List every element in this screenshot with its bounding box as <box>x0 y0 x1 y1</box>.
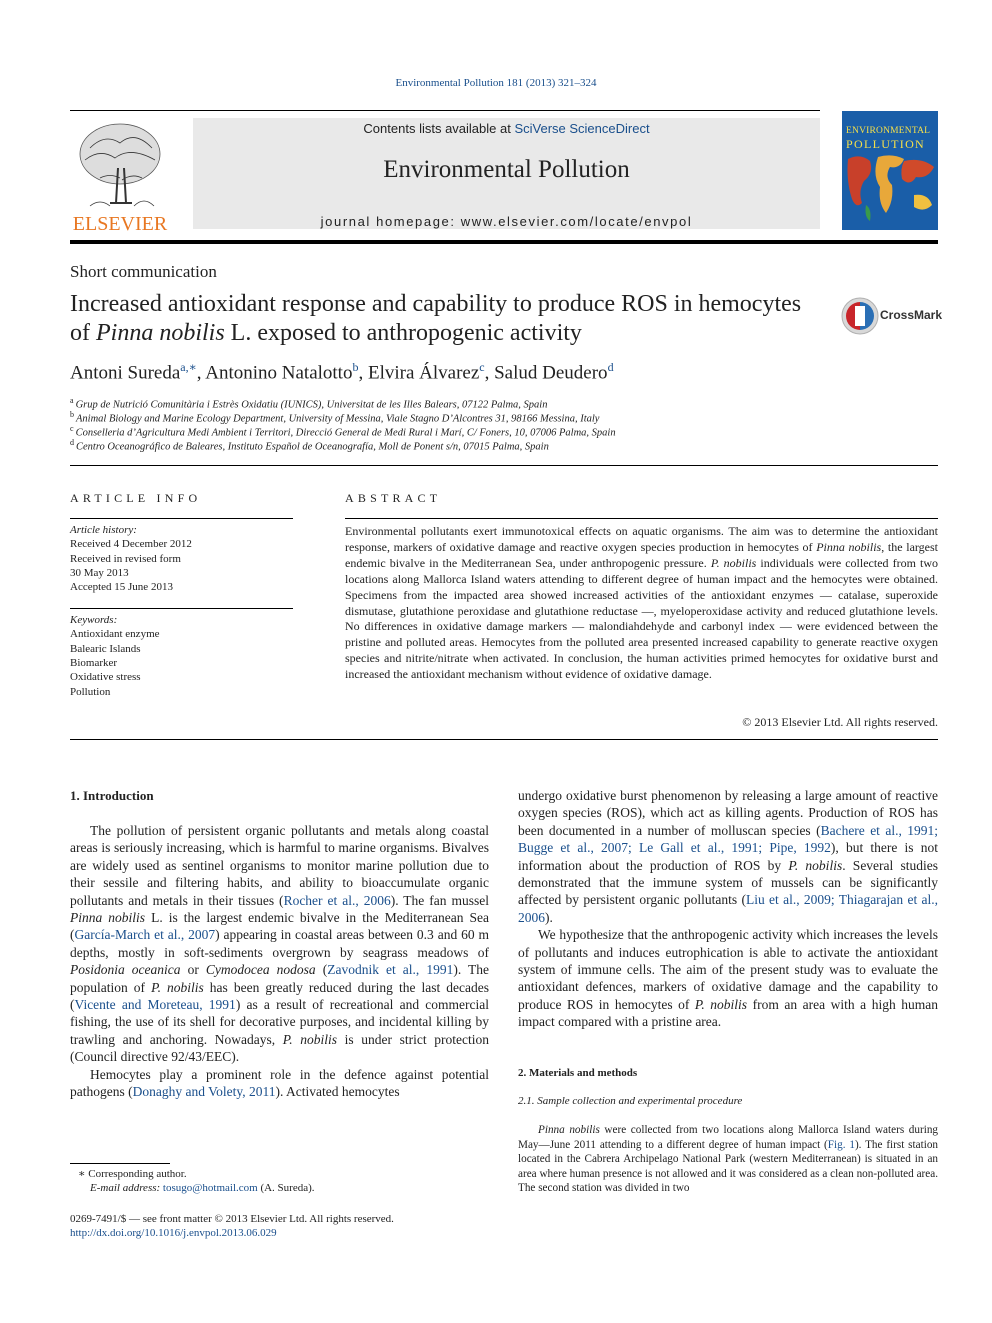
keyword: Biomarker <box>70 657 118 669</box>
paragraph: Hemocytes play a prominent role in the defence against potential pathogens (Donaghy and Volety, 2011). Activated hemocytes <box>70 1066 489 1100</box>
header-rule <box>70 110 820 111</box>
history-item: 30 May 2013 <box>70 567 129 579</box>
abstract-bottom-rule <box>70 739 938 740</box>
affiliation <box>70 410 599 425</box>
copyright-notice: © 2013 Elsevier Ltd. All rights reserved. <box>742 715 938 729</box>
citation-link[interactable]: García-March et al., 2007 <box>74 927 216 943</box>
methods-text <box>518 1123 938 1196</box>
paragraph: We hypothesize that the anthropogenic activity which increases the levels of pollutants and induces eutrophication is able to activate the antioxidant system of immune cells. The aim of the present study was to evaluate the antioxidant defences, markers of oxidative damage and the capability to produce ROS in hemocytes of P. nobilis from an area with a high human impact compared with a pristine area. <box>518 927 938 1030</box>
tree-icon <box>70 118 170 210</box>
elsevier-tree-logo <box>70 118 170 233</box>
history-item: Received 4 December 2012 <box>70 538 192 550</box>
section-heading-introduction: 1. Introduction <box>70 788 154 803</box>
article-info-rule <box>70 518 293 519</box>
abstract-text <box>345 524 938 683</box>
author-affiliation-marker[interactable]: c <box>479 360 485 374</box>
citation-link[interactable]: Rocher et al., 2006 <box>283 892 391 908</box>
author-affiliation-marker[interactable]: d <box>607 360 614 374</box>
citation-link[interactable]: Vicente and Moreteau, 1991 <box>74 997 236 1013</box>
species-name: P. nobilis <box>710 555 757 570</box>
author-name[interactable]: Elvira Álvarez <box>367 362 480 384</box>
history-item: Received in revised form <box>70 553 181 565</box>
crossmark-label[interactable]: CrossMark <box>880 308 943 322</box>
world-map-icon <box>842 151 938 230</box>
author-affiliation-marker[interactable]: b <box>352 360 359 374</box>
affiliation <box>70 396 547 411</box>
journal-homepage[interactable]: journal homepage: www.elsevier.com/locate/envpol <box>320 214 693 229</box>
email-link[interactable]: tosugo@hotmail.com <box>162 1182 258 1194</box>
title-part2: L. exposed to anthropogenic activity <box>224 320 582 346</box>
keywords-rule <box>70 608 293 609</box>
intro-right-column <box>518 787 938 1031</box>
elsevier-wordmark: ELSEVIER <box>72 213 168 233</box>
affiliation <box>70 438 549 453</box>
section-heading-methods: 2. Materials and methods <box>518 1067 638 1079</box>
issn-line: 0269-7491/$ — see front matter © 2013 Elsevier Ltd. All rights reserved. <box>70 1213 394 1225</box>
title-species: Pinna nobilis <box>96 320 225 346</box>
cover-title-line2: POLLUTION <box>846 137 926 151</box>
article-info-heading: ARTICLE INFO <box>70 491 202 505</box>
keyword: Antioxidant enzyme <box>70 628 160 640</box>
sciencedirect-link[interactable]: SciVerse ScienceDirect <box>514 121 650 136</box>
abstract-rule <box>345 518 938 519</box>
abstract-sentence: Environmental pollutants exert immunotoxical effects on aquatic organisms. The aim was to determine the antioxidant response, markers of oxidative damage and reactive oxygen species production in hemocytes of <box>345 524 938 554</box>
subsection-heading: 2.1. Sample collection and experimental procedure <box>518 1095 743 1107</box>
affiliation-marker: c <box>70 424 74 433</box>
species-name: Pinna nobilis <box>816 539 882 554</box>
abstract-heading: ABSTRACT <box>345 491 442 505</box>
title-part1: Increased antioxidant response and capability to produce ROS in hemocytes of <box>70 291 802 346</box>
affiliation-marker: b <box>70 410 74 419</box>
article-title <box>70 290 810 348</box>
keyword: Balearic Islands <box>70 643 141 655</box>
doi-link[interactable]: http://dx.doi.org/10.1016/j.envpol.2013.06.029 <box>70 1227 277 1239</box>
keyword: Oxidative stress <box>70 671 141 683</box>
corresponding-author-note: ∗ Corresponding author. <box>78 1168 187 1180</box>
author-name[interactable]: Antoni Sureda <box>70 362 181 384</box>
citation-link[interactable]: Donaghy and Volety, 2011 <box>132 1084 276 1100</box>
affiliation-text: Centro Oceanográfico de Baleares, Instituto Español de Oceanografía, Moll de Ponent s/n, 07015 Palma, Spain <box>76 441 549 453</box>
figure-link[interactable]: Fig. 1 <box>827 1138 855 1151</box>
citation-link[interactable]: Zavodnik et al., 1991 <box>327 962 454 978</box>
affiliation-rule <box>70 465 938 466</box>
paragraph: The pollution of persistent organic pollutants and metals along coastal areas is seriously increasing, which is harmful to marine organisms. Bivalves are widely used as sentinel organisms to monitor marine pollution due to their sessile and filtering habits, and ability to bioaccumulate organic pollutants and metals in their tissues (Rocher et al., 2006). The fan mussel Pinna nobilis L. is the largest endemic bivalve in the Mediterranean Sea (García-March et al., 2007) appearing in coastal areas between 0.3 and 60 m depths, mostly in soft-sediments overgrown by seagrass meadows of Posidonia oceanica or Cymodocea nodosa (Zavodnik et al., 1991). The population of P. nobilis has been greatly reduced during the last decades (Vicente and Moreteau, 1991) as a result of recreational and commercial fishing, the use of its shell for decorative purposes, and incidental killing by trawling and anchoring. Nowadays, P. nobilis is under strict protection (Council directive 92/43/EEC). <box>70 823 490 1065</box>
keywords-label: Keywords: <box>70 614 118 626</box>
author-name[interactable]: Salud Deudero <box>494 362 608 384</box>
citation-link[interactable]: Liu et al., 2009; Thiagarajan et al., 2006 <box>518 892 939 925</box>
article-type: Short communication <box>70 262 217 281</box>
affiliation-text: Conselleria d’Agricultura Medi Ambient i Territori, Direcció General de Medi Rural i Marí, C/ Foners, 10, 07006 Palma, Spain <box>75 427 616 439</box>
affiliation-marker: d <box>70 438 74 447</box>
affiliation-text: Animal Biology and Marine Ecology Department, University of Messina, Viale Stagno D’Alcontres 31, 98166 Messina, Italy <box>76 413 600 425</box>
crossmark-icon[interactable] <box>840 296 880 336</box>
journal-reference[interactable]: Environmental Pollution 181 (2013) 321–324 <box>395 77 597 89</box>
affiliation-marker: a <box>70 396 74 405</box>
citation-link[interactable]: Bachere et al., 1991; Bugge et al., 2007; Le Gall et al., 1991; Pipe, 1992 <box>518 822 938 856</box>
header-thick-rule <box>70 240 938 244</box>
contents-prefix: Contents lists available at <box>363 121 515 136</box>
author-list: Antoni Sureda$^{a,∗}$, Antonino Natalotto$^b$, Elvira Álvarez$^c$, Salud Deudero$^d$ <box>70 360 614 384</box>
affiliation-text: Grup de Nutrició Comunitària i Estrès Oxidatiu (IUNICS), Universitat de les Illes Balears, 07122 Palma, Spain <box>75 399 548 411</box>
footnote-rule <box>70 1163 170 1164</box>
author-affiliation-marker[interactable]: a,∗ <box>180 360 197 374</box>
keyword: Pollution <box>70 686 111 698</box>
email-owner: (A. Sureda). <box>257 1182 315 1194</box>
cover-title-line1: ENVIRONMENTAL <box>846 126 931 136</box>
paragraph: Pinna nobilis were collected from two locations along Mallorca Island waters during May—June 2011 attending to a different degree of human impact (Fig. 1). The first station located in the Cabrera Archipelago National Park (western Mediterranean) is situated in an area where human presence is not allowed and it was considered as a clean non-polluted area. The second station was divided in two <box>518 1124 939 1194</box>
email-note <box>90 1182 315 1194</box>
paragraph: undergo oxidative burst phenomenon by releasing a large amount of reactive oxygen species (ROS), which act as killing agents. Production of ROS has been documented in a number of molluscan species (Bachere et al., 1991; Bugge et al., 2007; Le Gall et al., 1991; Pipe, 1992), but there is not information about the production of ROS by P. nobilis. Several studies demonstrated that the immune system of mussels can be significantly affected by persistent organic pollutants (Liu et al., 2009; Thiagarajan et al., 2006). <box>518 788 939 925</box>
email-label: E-mail address: <box>90 1182 163 1194</box>
history-label: Article history: <box>70 524 137 536</box>
abstract-sentence: , the largest endemic bivalve in the Mediterranean Sea, under anthropogenic pressure. <box>345 539 939 570</box>
intro-left-column <box>70 822 489 1101</box>
journal-title: Environmental Pollution <box>383 156 630 183</box>
abstract-sentence: individuals were collected from two locations along Mallorca Island waters attending to different degree of human impact and the hemocytes were obtained. Specimens from the impacted area showed increased activities of the antioxidant enzymes — catalase, superoxide dismutase, glutathione peroxidase and glutathione reductase —, myeloperoxidase activity and reduced glutathione levels. No differences in oxidative damage markers — malondiahdehyde and carbonyl index — were evidenced between the pristine and polluted areas. Hemocytes from the polluted area presented increased capability to generate reactive oxygen species and nitrite/nitrate when activated. In conclusion, the human activities primed hemocytes for oxidative burst and increased the antioxidant mechanism without evidence of oxidative damage. <box>345 555 938 682</box>
author-name[interactable]: Antonino Natalotto <box>205 362 353 384</box>
journal-cover-thumbnail[interactable] <box>842 111 938 230</box>
contents-line <box>193 121 820 136</box>
history-item: Accepted 15 June 2013 <box>70 581 173 593</box>
affiliation <box>70 424 616 439</box>
